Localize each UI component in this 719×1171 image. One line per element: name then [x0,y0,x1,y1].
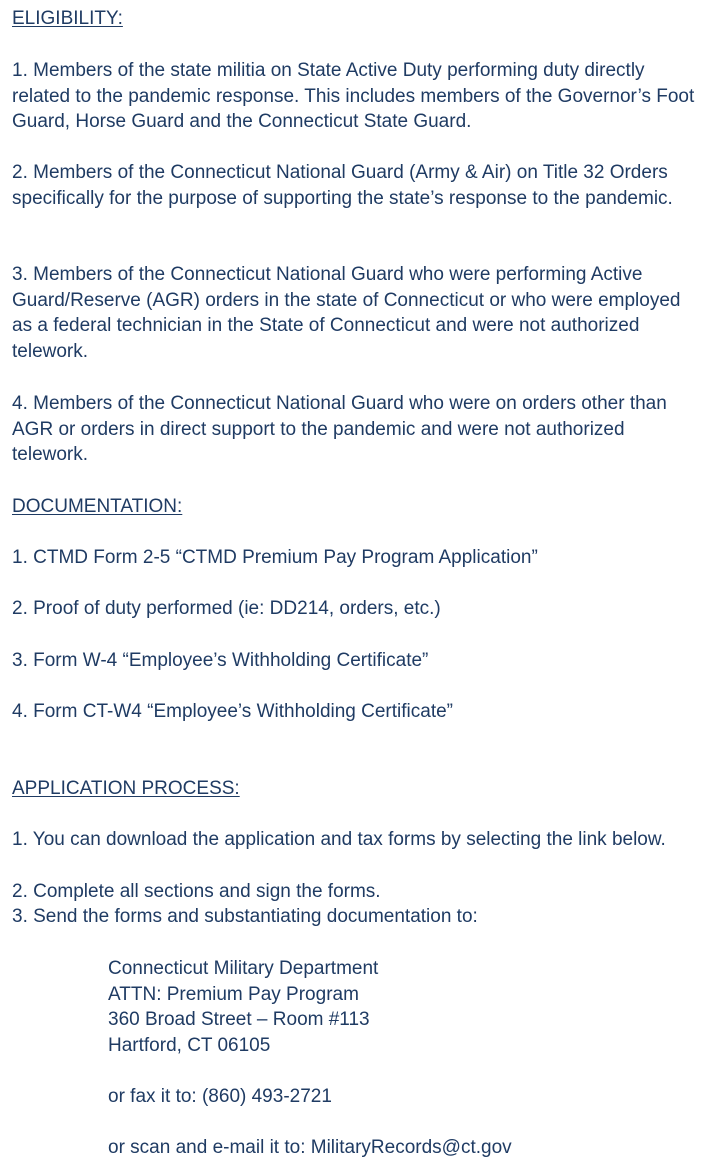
eligibility-item-1: 1. Members of the state militia on State Active Duty performing duty directly related to the pandemic response. This includes members of the Governor’s Foot Guard, Horse Guard and the Connecticut State Guard. [12,60,695,132]
documentation-item-3: 3. Form W-4 “Employee’s Withholding Certificate” [12,650,429,671]
eligibility-item-4: 4. Members of the Connecticut National Guard who were on orders other than AGR or orders in direct support to the pandemic and were not authorized telework. [12,393,667,465]
application-step-2: 2. Complete all sections and sign the forms. [12,881,381,902]
eligibility-item-2: 2. Members of the Connecticut National Guard (Army & Air) on Title 32 Orders specifically for the purpose of supporting the state’s response to the pandemic. [12,162,673,209]
email-instruction: or scan and e-mail it to: MilitaryRecords@ct.gov [108,1137,512,1158]
address-line-2: ATTN: Premium Pay Program [108,983,359,1005]
fax-instruction: or fax it to: (860) 493-2721 [108,1086,332,1107]
documentation-heading: DOCUMENTATION: [12,496,183,517]
documentation-item-2: 2. Proof of duty performed (ie: DD214, orders, etc.) [12,598,441,619]
application-process-heading: APPLICATION PROCESS: [12,778,240,799]
eligibility-heading: ELIGIBILITY: [12,8,123,29]
address-line-1: Connecticut Military Department [108,958,379,979]
documentation-item-1: 1. CTMD Form 2-5 “CTMD Premium Pay Program Application” [12,547,538,568]
eligibility-item-3: 3. Members of the Connecticut National Guard who were performing Active Guard/Reserve (AGR) orders in the state of Connecticut or who were employed as a federal technician in the State of Connecticut and were not authorized telework. [12,264,681,362]
application-step-3: 3. Send the forms and substantiating documentation to: [12,906,478,927]
documentation-item-4: 4. Form CT-W4 “Employee’s Withholding Certificate” [12,701,453,722]
address-line-4: Hartford, CT 06105 [108,1034,271,1056]
address-line-3: 360 Broad Street – Room #113 [108,1009,370,1030]
mailing-address [108,956,705,1058]
application-step-1: 1. You can download the application and tax forms by selecting the link below. [12,829,666,850]
